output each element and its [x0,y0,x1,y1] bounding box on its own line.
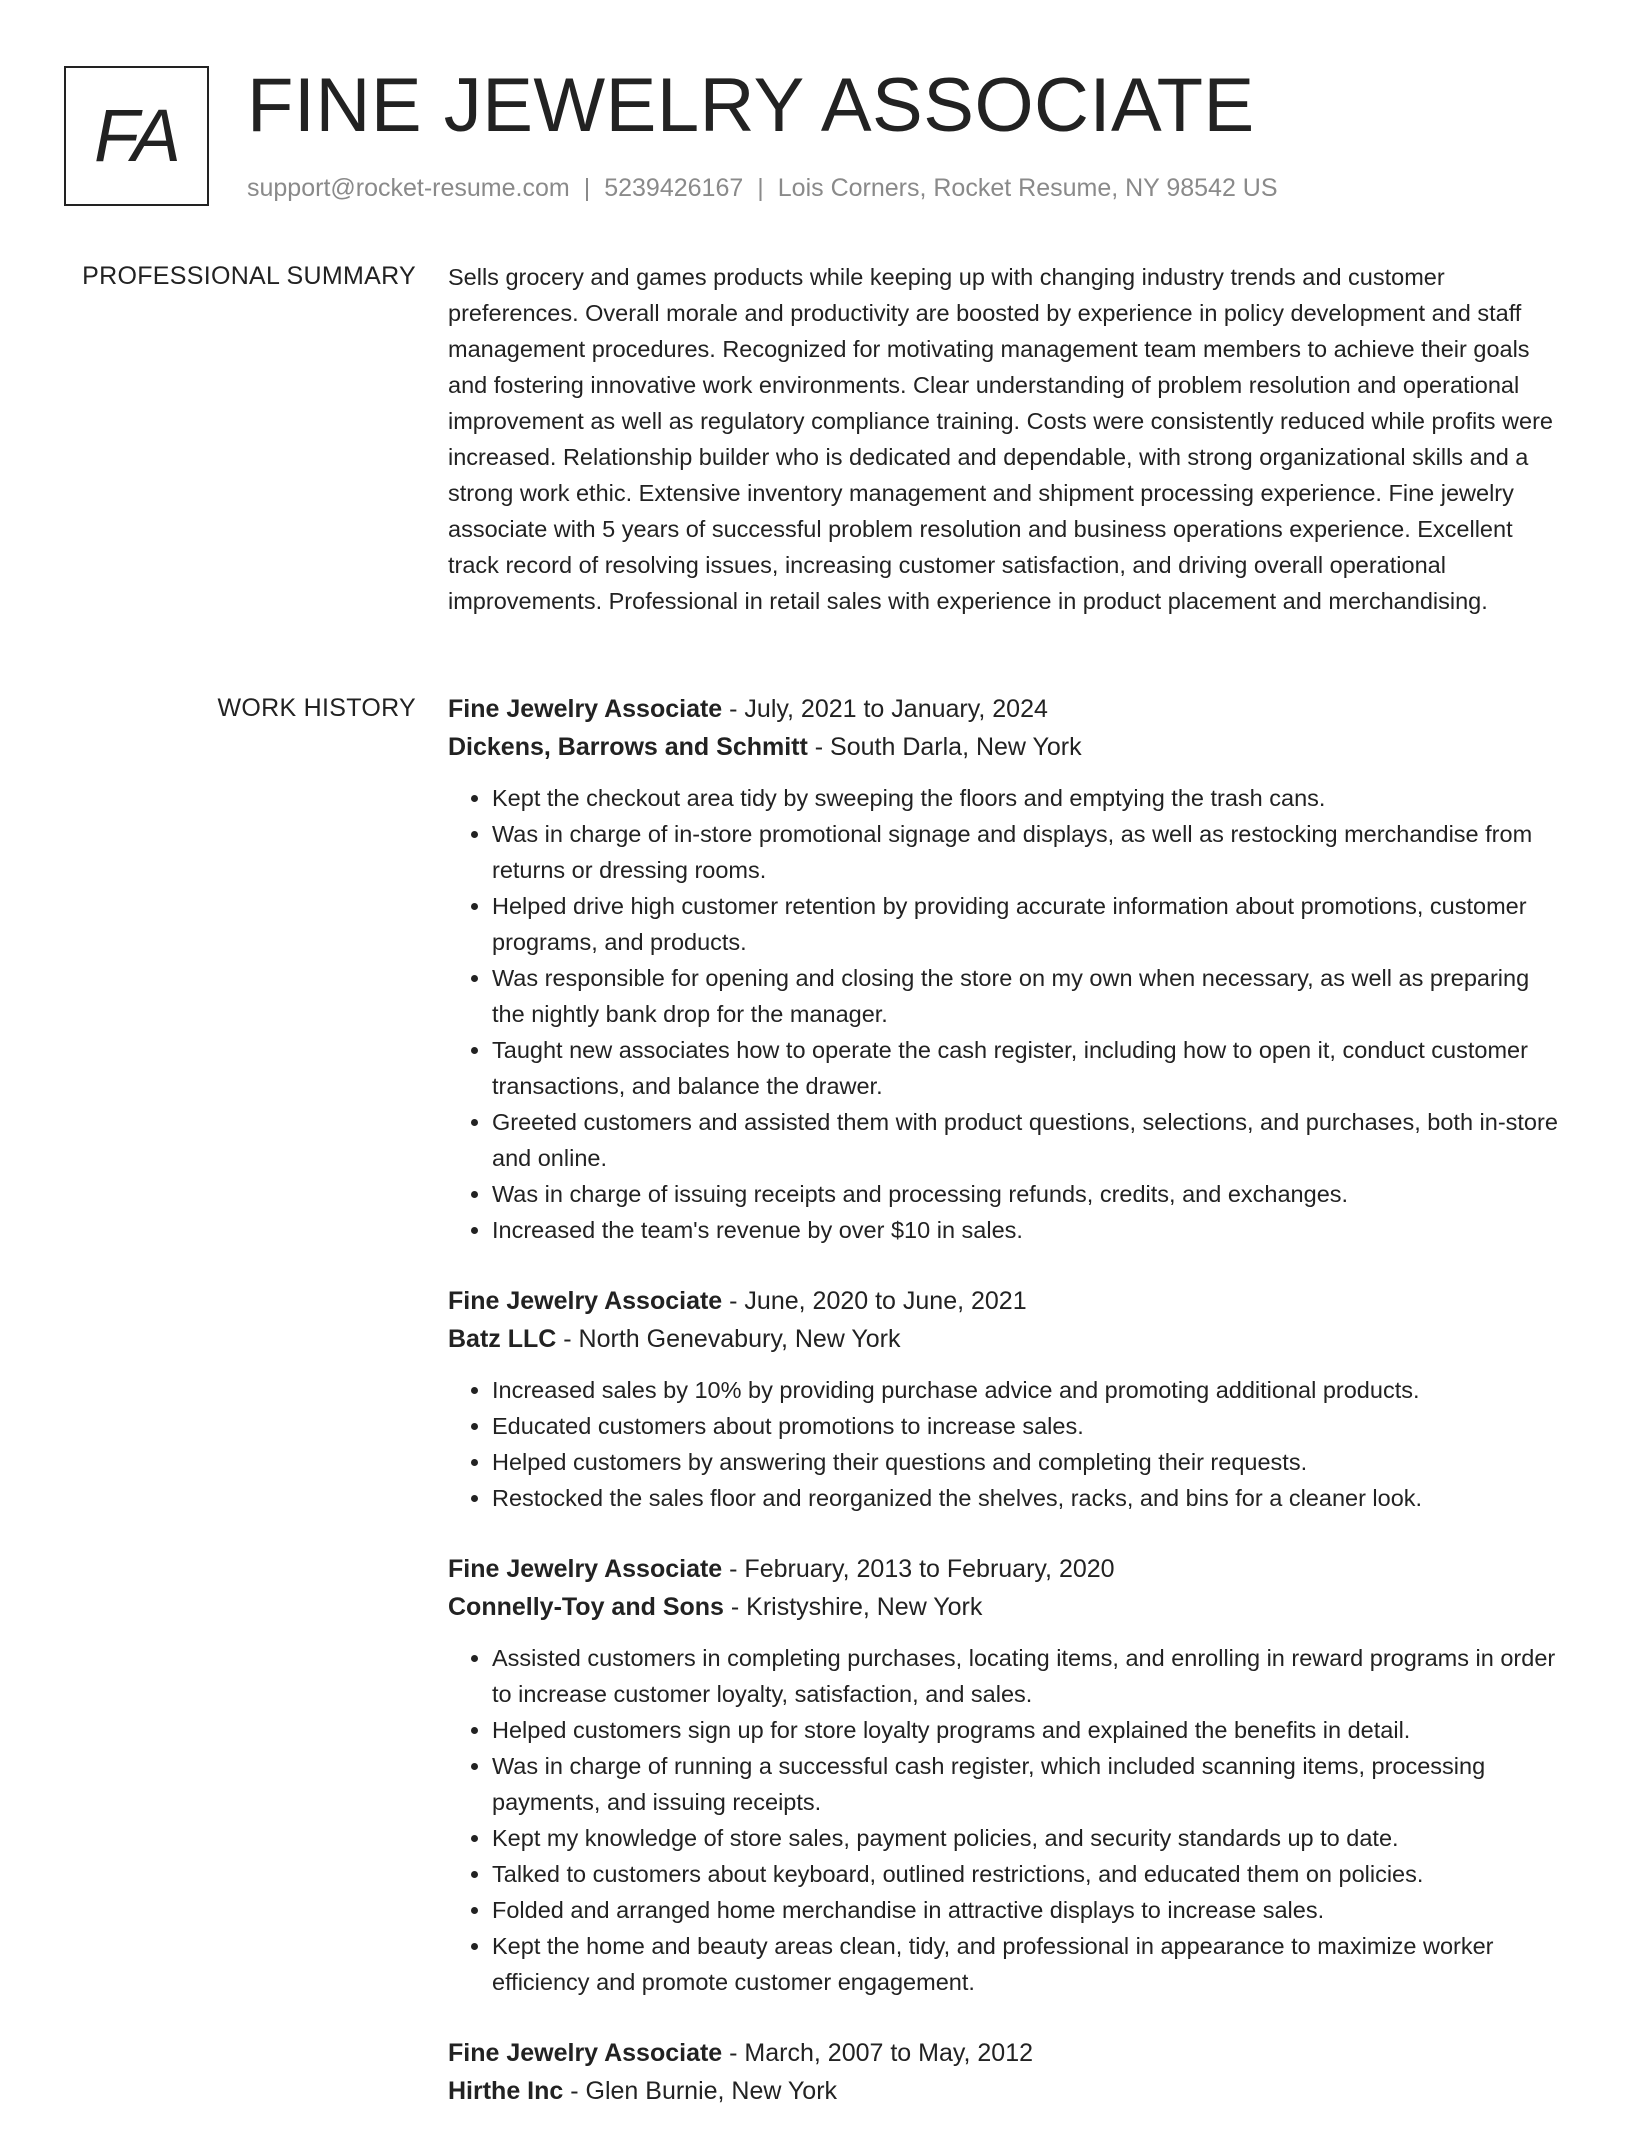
job-title: Fine Jewelry Associate [448,1287,723,1315]
job-title-line [448,1550,1568,1588]
job-bullet: • Kept the checkout area tidy by sweeping the floors and emptying the trash cans. [492,780,1568,816]
job-bullet: • Helped customers by answering their questions and completing their requests. [492,1444,1568,1480]
job-entry [448,2034,1568,2110]
job-location: - South Darla, New York [807,733,1082,761]
job-dates: - June, 2020 to June, 2021 [722,1287,1027,1315]
job-bullets [448,1372,1568,1516]
job-title-line [448,2034,1568,2072]
job-bullet: • Was in charge of running a successful cash register, which included scanning items, processing payments, and issuing receipts. [492,1748,1568,1820]
job-bullet: • Helped drive high customer retention by providing accurate information about promotions, customer programs, and products. [492,888,1568,960]
contact-location: Lois Corners, Rocket Resume, NY 98542 US [777,174,1278,202]
job-bullet: • Restocked the sales floor and reorganized the shelves, racks, and bins for a cleaner look. [492,1480,1568,1516]
summary-section [448,259,1568,619]
job-bullet: • Kept the home and beauty areas clean, tidy, and professional in appearance to maximize worker efficiency and promote customer engagement. [492,1928,1568,2000]
job-bullet: • Folded and arranged home merchandise in attractive displays to increase sales. [492,1892,1568,1928]
job-title-line [448,690,1568,728]
job-company: Hirthe Inc [448,2077,564,2105]
contact-email[interactable]: support@rocket-resume.com [247,174,570,202]
resume-header [64,63,1564,216]
job-bullet: • Increased sales by 10% by providing purchase advice and promoting additional products. [492,1372,1568,1408]
job-location: - Kristyshire, New York [723,1593,983,1621]
work-history-section [448,690,1568,2144]
contact-phone[interactable]: 5239426167 [604,174,744,202]
job-bullet: • Taught new associates how to operate the cash register, including how to open it, conduct customer transactions, and balance the drawer. [492,1032,1568,1104]
job-location: - Glen Burnie, New York [563,2077,838,2105]
job-company-line [448,1320,1568,1358]
job-bullet: • Talked to customers about keyboard, outlined restrictions, and educated them on policies. [492,1856,1568,1892]
job-bullet: • Educated customers about promotions to increase sales. [492,1408,1568,1444]
job-bullets [448,780,1568,1248]
job-dates: - March, 2007 to May, 2012 [722,2039,1034,2067]
monogram-logo [64,66,209,206]
job-title: Fine Jewelry Associate [448,2039,723,2067]
job-bullet: • Was in charge of issuing receipts and processing refunds, credits, and exchanges. [492,1176,1568,1212]
job-bullet: • Helped customers sign up for store loyalty programs and explained the benefits in detail. [492,1712,1568,1748]
job-bullet: • Kept my knowledge of store sales, payment policies, and security standards up to date. [492,1820,1568,1856]
job-bullets [448,1640,1568,2000]
job-entry [448,1550,1568,2000]
job-company: Dickens, Barrows and Schmitt [448,733,808,761]
job-bullet: • Greeted customers and assisted them with product questions, selections, and purchases, both in-store and online. [492,1104,1568,1176]
work-history-heading: WORK HISTORY [217,694,416,722]
job-title: Fine Jewelry Associate [448,695,723,723]
job-bullet: • Assisted customers in completing purchases, locating items, and enrolling in reward programs in order to increase customer loyalty, satisfaction, and sales. [492,1640,1568,1712]
contact-separator: | [583,174,591,202]
job-company-line [448,1588,1568,1626]
resume-title: FINE JEWELRY ASSOCIATE [247,63,1255,148]
job-company-line [448,728,1568,766]
job-company-line [448,2072,1568,2110]
job-title-line [448,1282,1568,1320]
summary-text: Sells grocery and games products while keeping up with changing industry trends and customer preferences. Overall morale and productivity are boosted by experience in policy development and staff management procedures. Recognized for motivating management team members to achieve their goals and fostering innovative work environments. Clear understanding of problem resolution and operational improvement as well as regulatory compliance training. Costs were consistently reduced while profits were increased. Relationship builder who is dedicated and dependable, with strong organizational skills and a strong work ethic. Extensive inventory management and shipment processing experience. Fine jewelry associate with 5 years of successful problem resolution and business operations experience. Excellent track record of resolving issues, increasing customer satisfaction, and driving overall operational improvements. Professional in retail sales with experience in product placement and merchandising. [448,264,1553,614]
job-entry [448,1282,1568,1516]
job-dates: - February, 2013 to February, 2020 [722,1555,1115,1583]
contact-line [247,174,1278,203]
job-bullet: • Was responsible for opening and closing the store on my own when necessary, as well as preparing the nightly bank drop for the manager. [492,960,1568,1032]
job-bullet: • Increased the team's revenue by over $10 in sales. [492,1212,1568,1248]
job-title: Fine Jewelry Associate [448,1555,723,1583]
job-company: Batz LLC [448,1325,557,1353]
summary-heading: PROFESSIONAL SUMMARY [82,262,416,290]
job-bullet: • Was in charge of in-store promotional signage and displays, as well as restocking merchandise from returns or dressing rooms. [492,816,1568,888]
monogram-initials: FA [93,94,180,177]
job-entry [448,690,1568,1248]
job-dates: - July, 2021 to January, 2024 [722,695,1048,723]
job-company: Connelly-Toy and Sons [448,1593,724,1621]
job-location: - North Genevabury, New York [556,1325,901,1353]
contact-separator: | [757,174,764,202]
